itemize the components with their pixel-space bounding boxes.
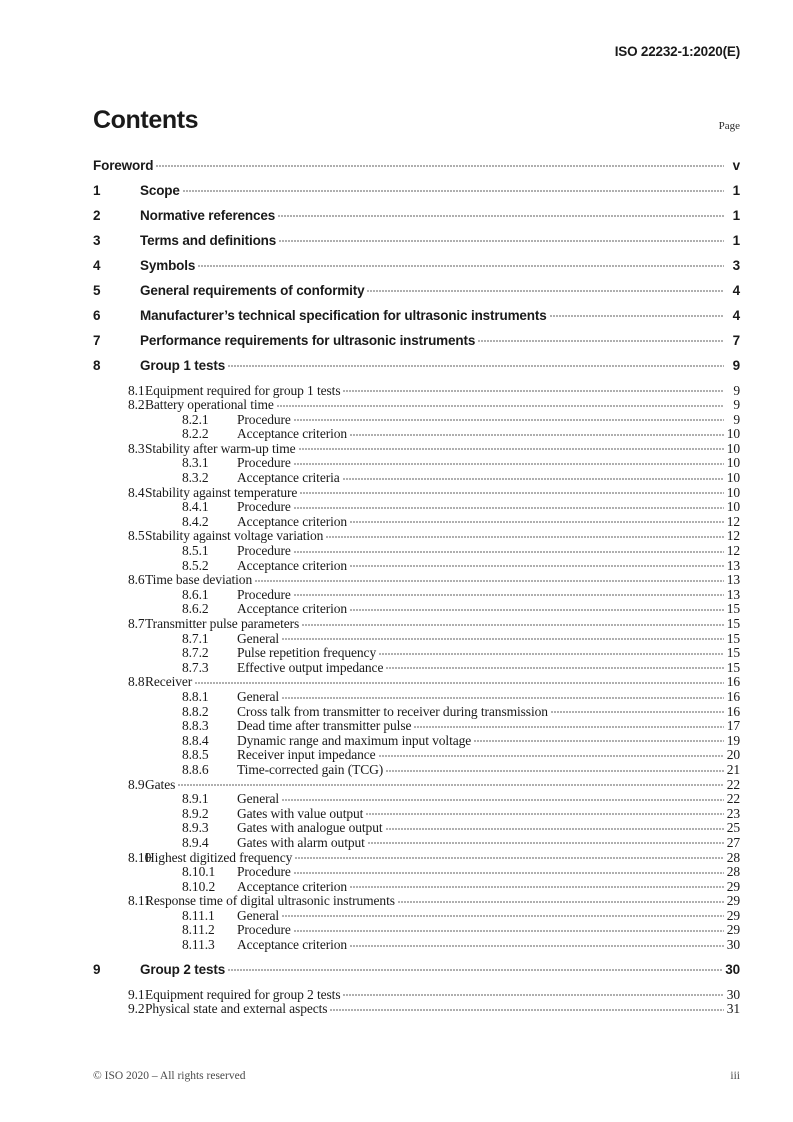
toc-entry-number: 9.2 xyxy=(128,1001,145,1017)
toc-entry-page-number: 4 xyxy=(732,282,740,298)
toc-entry-number: 3 xyxy=(93,232,101,248)
toc-entry-number: 8.9.3 xyxy=(182,820,209,836)
toc-dot-leader xyxy=(551,702,724,716)
toc-entry-number: 8.7.3 xyxy=(182,659,209,675)
toc-entry-number: 8.8.6 xyxy=(182,761,209,777)
toc-entry[interactable] xyxy=(93,181,740,206)
footer-page-number: iii xyxy=(730,1070,740,1082)
toc-entry-page-number: 10 xyxy=(726,470,740,486)
toc-dot-leader xyxy=(350,556,724,570)
toc-entry-page-number: 12 xyxy=(726,543,740,559)
toc-dot-leader xyxy=(156,156,724,170)
toc-entry[interactable] xyxy=(93,381,740,396)
toc-dot-leader xyxy=(350,425,724,439)
page-title: Contents xyxy=(93,106,199,134)
toc-entry-label: Stability after warm-up time xyxy=(145,440,296,456)
toc-dot-leader xyxy=(282,687,724,701)
toc-entry-number: 8.9 xyxy=(128,776,145,792)
toc-entry-number: 8.9.1 xyxy=(182,791,209,807)
toc-entry[interactable] xyxy=(93,454,740,469)
toc-entry-number: 4 xyxy=(93,257,101,273)
toc-entry-page-number: 13 xyxy=(726,572,740,588)
toc-dot-leader xyxy=(350,600,724,614)
toc-entry-number: 8.6 xyxy=(128,572,145,588)
toc-entry[interactable] xyxy=(93,483,740,498)
toc-entry-number: 8.9.2 xyxy=(182,805,209,821)
toc-dot-leader xyxy=(294,921,724,935)
toc-entry[interactable] xyxy=(93,906,740,921)
toc-dot-leader xyxy=(367,281,724,295)
toc-entry[interactable] xyxy=(93,629,740,644)
toc-entry[interactable] xyxy=(93,571,740,586)
toc-dot-leader xyxy=(350,877,724,891)
toc-entry-page-number: 9 xyxy=(733,382,740,398)
toc-dot-leader xyxy=(330,1000,724,1014)
toc-entry-label: Acceptance criterion xyxy=(237,513,348,529)
toc-entry-number: 8.8 xyxy=(128,674,145,690)
toc-entry[interactable] xyxy=(93,356,740,381)
toc-dot-leader xyxy=(350,936,724,950)
toc-dot-leader xyxy=(299,439,724,453)
toc-entry-number: 8.3 xyxy=(128,440,145,456)
toc-dot-leader xyxy=(183,181,724,195)
toc-entry[interactable] xyxy=(93,819,740,834)
toc-dot-leader xyxy=(295,848,724,862)
toc-entry-label: Acceptance criteria xyxy=(237,470,340,486)
toc-dot-leader xyxy=(228,960,723,974)
toc-entry-number: 8.9.4 xyxy=(182,834,209,850)
toc-entry-page-number: 16 xyxy=(726,674,740,690)
toc-entry[interactable] xyxy=(93,231,740,256)
toc-entry-number: 8.3.1 xyxy=(182,455,209,471)
toc-entry-label: Gates with value output xyxy=(237,805,364,821)
toc-entry-page-number: 13 xyxy=(726,586,740,602)
toc-entry-label: Manufacturer’s technical specification for ultrasonic instruments xyxy=(140,307,547,323)
toc-dot-leader xyxy=(379,644,724,658)
toc-dot-leader xyxy=(282,629,724,643)
toc-entry-label: Transmitter pulse parameters xyxy=(145,616,300,631)
toc-entry-number: 8.2.2 xyxy=(182,426,209,442)
toc-entry-number: 8.6.2 xyxy=(182,601,209,617)
toc-dot-leader xyxy=(326,527,724,541)
toc-entry[interactable] xyxy=(93,760,740,775)
toc-dot-leader xyxy=(294,498,724,512)
toc-entry-page-number: 9 xyxy=(732,357,740,373)
toc-entry-label: Battery operational time xyxy=(145,397,274,413)
toc-entry-label: General xyxy=(237,688,280,704)
toc-entry-number: 8.10 xyxy=(128,849,152,865)
toc-entry-page-number: 1 xyxy=(732,207,740,223)
contents-title-row xyxy=(93,106,740,140)
toc-entry[interactable] xyxy=(93,556,740,571)
toc-entry-label: Procedure xyxy=(237,499,291,515)
toc-entry-number: 8.8.5 xyxy=(182,747,209,763)
toc-entry[interactable] xyxy=(93,469,740,484)
toc-entry-number: 2 xyxy=(93,207,101,223)
toc-dot-leader xyxy=(343,469,724,483)
toc-entry-page-number: 9 xyxy=(733,397,740,413)
toc-entry-page-number: 1 xyxy=(732,182,740,198)
toc-entry-page-number: 31 xyxy=(726,1001,740,1017)
toc-entry-label: Procedure xyxy=(237,586,291,602)
toc-entry[interactable] xyxy=(93,936,740,951)
toc-dot-leader xyxy=(198,256,724,270)
toc-entry-number: 7 xyxy=(93,332,101,348)
toc-entry-label: Gates with analogue output xyxy=(237,820,383,836)
toc-entry-number: 8.4 xyxy=(128,484,145,500)
toc-entry-page-number: 13 xyxy=(726,557,740,573)
toc-entry-number: 8.10.1 xyxy=(182,864,216,880)
toc-entry-label: Procedure xyxy=(237,864,291,880)
toc-entry-number: 6 xyxy=(93,307,101,323)
toc-entry[interactable] xyxy=(93,600,740,615)
toc-entry-page-number: 30 xyxy=(726,986,740,1002)
toc-entry-label: Physical state and external aspects xyxy=(145,1001,328,1017)
toc-dot-leader xyxy=(474,731,724,745)
toc-dot-leader xyxy=(398,892,724,906)
toc-entry[interactable] xyxy=(93,790,740,805)
toc-entry-number: 8.10.2 xyxy=(182,878,216,894)
toc-entry-page-number: 22 xyxy=(726,791,740,807)
toc-dot-leader xyxy=(414,717,724,731)
toc-entry[interactable] xyxy=(93,585,740,600)
toc-entry[interactable] xyxy=(93,833,740,848)
toc-entry-page-number: 16 xyxy=(726,703,740,719)
toc-entry-label: Time base deviation xyxy=(145,572,253,588)
toc-entry-label: Equipment required for group 1 tests xyxy=(145,382,341,398)
toc-entry-number: 8.11.3 xyxy=(182,937,215,953)
toc-entry[interactable] xyxy=(93,512,740,527)
toc-entry[interactable] xyxy=(93,615,740,630)
footer-copyright: © ISO 2020 – All rights reserved xyxy=(93,1070,246,1082)
toc-entry-label: Group 2 tests xyxy=(140,961,226,977)
toc-entry-page-number: 12 xyxy=(726,513,740,529)
toc-entry-number: 5 xyxy=(93,282,101,298)
toc-entry-label: Dynamic range and maximum input voltage xyxy=(237,732,472,748)
toc-entry-label: Acceptance criterion xyxy=(237,601,348,617)
toc-entry-label: Procedure xyxy=(237,455,291,471)
toc-entry-page-number: 16 xyxy=(726,688,740,704)
toc-entry-number: 8.11 xyxy=(128,893,151,909)
toc-entry-label: Terms and definitions xyxy=(140,232,277,248)
toc-entry-page-number: 4 xyxy=(732,307,740,323)
toc-dot-leader xyxy=(343,381,724,395)
toc-entry-page-number: 10 xyxy=(726,440,740,456)
toc-entry-page-number: 23 xyxy=(726,805,740,821)
toc-entry-page-number: 17 xyxy=(726,718,740,734)
toc-entry-label: Group 1 tests xyxy=(140,357,226,373)
toc-entry-label: Pulse repetition frequency xyxy=(237,645,377,661)
toc-entry-number: 8 xyxy=(93,357,101,373)
toc-entry[interactable] xyxy=(93,527,740,542)
toc-dot-leader xyxy=(255,571,724,585)
toc-dot-leader xyxy=(277,396,724,410)
toc-entry[interactable] xyxy=(93,775,740,790)
toc-entry-label: Stability against temperature xyxy=(145,484,298,500)
toc-entry-page-number: 28 xyxy=(726,864,740,880)
toc-entry-page-number: 12 xyxy=(726,528,740,544)
toc-entry-page-number: 15 xyxy=(726,659,740,675)
toc-dot-leader xyxy=(195,673,724,687)
toc-entry[interactable] xyxy=(93,306,740,331)
toc-entry-number: 8.4.1 xyxy=(182,499,209,515)
toc-entry-page-number: 15 xyxy=(726,601,740,617)
toc-entry-page-number: 10 xyxy=(726,455,740,471)
toc-entry-page-number: 19 xyxy=(726,732,740,748)
toc-dot-leader xyxy=(294,585,724,599)
toc-entry-label: General xyxy=(237,630,280,646)
toc-dot-leader xyxy=(350,512,724,526)
toc-entry-label: Stability against voltage variation xyxy=(145,528,324,544)
toc-entry-page-number: 15 xyxy=(726,645,740,661)
toc-entry-page-number: 3 xyxy=(732,257,740,273)
toc-dot-leader xyxy=(302,615,724,629)
toc-entry-label: Cross talk from transmitter to receiver during transmission xyxy=(237,703,548,719)
toc-entry-page-number: 21 xyxy=(726,761,740,777)
toc-dot-leader xyxy=(343,985,724,999)
toc-entry[interactable] xyxy=(93,156,740,181)
toc-entry-page-number: 10 xyxy=(726,426,740,442)
toc-entry-label: Normative references xyxy=(140,207,276,223)
toc-entry-page-number: 29 xyxy=(726,893,740,909)
toc-entry-label: Symbols xyxy=(140,257,196,273)
toc-entry-number: 8.3.2 xyxy=(182,470,209,486)
toc-entry-label: General xyxy=(237,791,280,807)
toc-entry[interactable] xyxy=(93,863,740,878)
toc-dot-leader xyxy=(386,658,724,672)
toc-dot-leader xyxy=(478,331,724,345)
toc-entry-label: Dead time after transmitter pulse xyxy=(237,718,412,734)
toc-entry-page-number: 29 xyxy=(726,907,740,923)
toc-entry-number: 8.1 xyxy=(128,382,145,398)
toc-entry-number: 8.6.1 xyxy=(182,586,209,602)
toc-dot-leader xyxy=(366,804,724,818)
toc-entry-page-number: 30 xyxy=(725,961,740,977)
toc-entry-label: Procedure xyxy=(237,543,291,559)
toc-dot-leader xyxy=(386,760,724,774)
toc-entry-page-number: 29 xyxy=(726,922,740,938)
toc-entry-page-number: 10 xyxy=(726,499,740,515)
toc-entry-number: 1 xyxy=(93,182,101,198)
toc-entry[interactable] xyxy=(93,498,740,513)
toc-dot-leader xyxy=(379,746,724,760)
toc-entry-page-number: 30 xyxy=(726,937,740,953)
toc-entry[interactable] xyxy=(93,892,740,907)
toc-entry-page-number: 22 xyxy=(726,776,740,792)
toc-entry[interactable] xyxy=(93,410,740,425)
toc-dot-leader xyxy=(282,906,724,920)
toc-entry[interactable] xyxy=(93,746,740,761)
toc-entry[interactable] xyxy=(93,396,740,411)
toc-entry[interactable] xyxy=(93,1000,740,1015)
toc-entry-number: 9.1 xyxy=(128,986,145,1002)
toc-entry-page-number: v xyxy=(732,157,740,173)
toc-entry[interactable] xyxy=(93,658,740,673)
toc-entry[interactable] xyxy=(93,425,740,440)
toc-entry-number: 9 xyxy=(93,961,101,977)
toc-entry-number: 8.7.2 xyxy=(182,645,209,661)
toc-dot-leader xyxy=(278,206,724,220)
toc-entry-label: Equipment required for group 2 tests xyxy=(145,986,341,1002)
toc-entry[interactable] xyxy=(93,702,740,717)
toc-entry-page-number: 9 xyxy=(733,411,740,427)
toc-entry-page-number: 27 xyxy=(726,834,740,850)
toc-dot-leader xyxy=(368,833,724,847)
toc-dot-leader xyxy=(228,356,724,370)
toc-entry-label: Acceptance criterion xyxy=(237,557,348,573)
toc-entry[interactable] xyxy=(93,717,740,732)
toc-entry[interactable] xyxy=(93,687,740,702)
toc-entry[interactable] xyxy=(93,206,740,231)
page-footer xyxy=(93,1070,740,1086)
toc-entry[interactable] xyxy=(93,731,740,746)
toc-entry-number: 8.8.2 xyxy=(182,703,209,719)
toc-entry-label: Acceptance criterion xyxy=(237,426,348,442)
toc-entry-number: 8.8.1 xyxy=(182,688,209,704)
toc-dot-leader xyxy=(386,819,725,833)
toc-entry-page-number: 28 xyxy=(726,849,740,865)
toc-entry[interactable] xyxy=(93,921,740,936)
page-column-label: Page xyxy=(718,120,740,132)
toc-dot-leader xyxy=(294,410,724,424)
toc-entry-page-number: 15 xyxy=(726,630,740,646)
toc-entry-label: Receiver input impedance xyxy=(237,747,376,763)
toc-entry-label: General requirements of conformity xyxy=(140,282,365,298)
toc-entry[interactable] xyxy=(93,542,740,557)
toc-entry-label: Acceptance criterion xyxy=(237,937,348,953)
toc-entry-page-number: 25 xyxy=(726,820,740,836)
toc-entry-number: 8.11.2 xyxy=(182,922,215,938)
toc-entry-page-number: 15 xyxy=(726,616,740,631)
toc-dot-leader xyxy=(294,454,724,468)
toc-entry-page-number: 1 xyxy=(732,232,740,248)
toc-dot-leader xyxy=(178,775,724,789)
toc-entry[interactable] xyxy=(93,281,740,306)
toc-entry-label: Gates xyxy=(145,776,176,792)
toc-entry-number: 8.2.1 xyxy=(182,411,209,427)
toc-entry-label: Performance requirements for ultrasonic instruments xyxy=(140,332,476,348)
toc-entry-number: 8.8.3 xyxy=(182,718,209,734)
toc-dot-leader xyxy=(300,483,724,497)
toc-entry[interactable] xyxy=(93,848,740,863)
table-of-contents xyxy=(93,156,740,1017)
toc-entry-number: 8.7.1 xyxy=(182,630,209,646)
toc-entry-label: Acceptance criterion xyxy=(237,878,348,894)
toc-dot-leader xyxy=(282,790,724,804)
toc-entry-label: Effective output impedance xyxy=(237,659,384,675)
running-header-standard-ref: ISO 22232-1:2020(E) xyxy=(614,44,740,59)
toc-entry-label: Scope xyxy=(140,182,180,198)
toc-entry-label: Highest digitized frequency xyxy=(145,849,293,865)
toc-entry-number: 8.11.1 xyxy=(182,907,215,923)
toc-entry[interactable] xyxy=(93,985,740,1000)
toc-entry-label: General xyxy=(237,907,280,923)
toc-entry-label: Procedure xyxy=(237,922,291,938)
toc-entry-label: Receiver xyxy=(145,674,193,690)
toc-entry-label: Procedure xyxy=(237,411,291,427)
toc-entry-label: Foreword xyxy=(93,157,154,173)
toc-entry-label: Time-corrected gain (TCG) xyxy=(237,761,384,777)
toc-entry-label: Gates with alarm output xyxy=(237,834,365,850)
toc-entry-number: 8.4.2 xyxy=(182,513,209,529)
toc-entry[interactable] xyxy=(93,804,740,819)
toc-entry[interactable] xyxy=(93,331,740,356)
toc-entry[interactable] xyxy=(93,439,740,454)
toc-dot-leader xyxy=(550,306,724,320)
toc-entry-page-number: 29 xyxy=(726,878,740,894)
toc-entry-number: 8.2 xyxy=(128,397,145,413)
toc-entry-number: 8.5 xyxy=(128,528,145,544)
toc-entry-number: 8.8.4 xyxy=(182,732,209,748)
toc-entry[interactable] xyxy=(93,673,740,688)
toc-dot-leader xyxy=(279,231,724,245)
toc-entry[interactable] xyxy=(93,877,740,892)
toc-entry-page-number: 20 xyxy=(726,747,740,763)
toc-entry-page-number: 7 xyxy=(732,332,740,348)
toc-entry[interactable] xyxy=(93,960,740,985)
toc-entry[interactable] xyxy=(93,644,740,659)
toc-entry-label: Response time of digital ultrasonic instruments xyxy=(145,893,395,909)
toc-entry-number: 8.5.2 xyxy=(182,557,209,573)
toc-entry-number: 8.7 xyxy=(128,616,145,631)
toc-dot-leader xyxy=(294,542,724,556)
toc-entry[interactable] xyxy=(93,256,740,281)
toc-dot-leader xyxy=(294,863,724,877)
toc-entry-page-number: 10 xyxy=(726,484,740,500)
toc-entry-number: 8.5.1 xyxy=(182,543,209,559)
